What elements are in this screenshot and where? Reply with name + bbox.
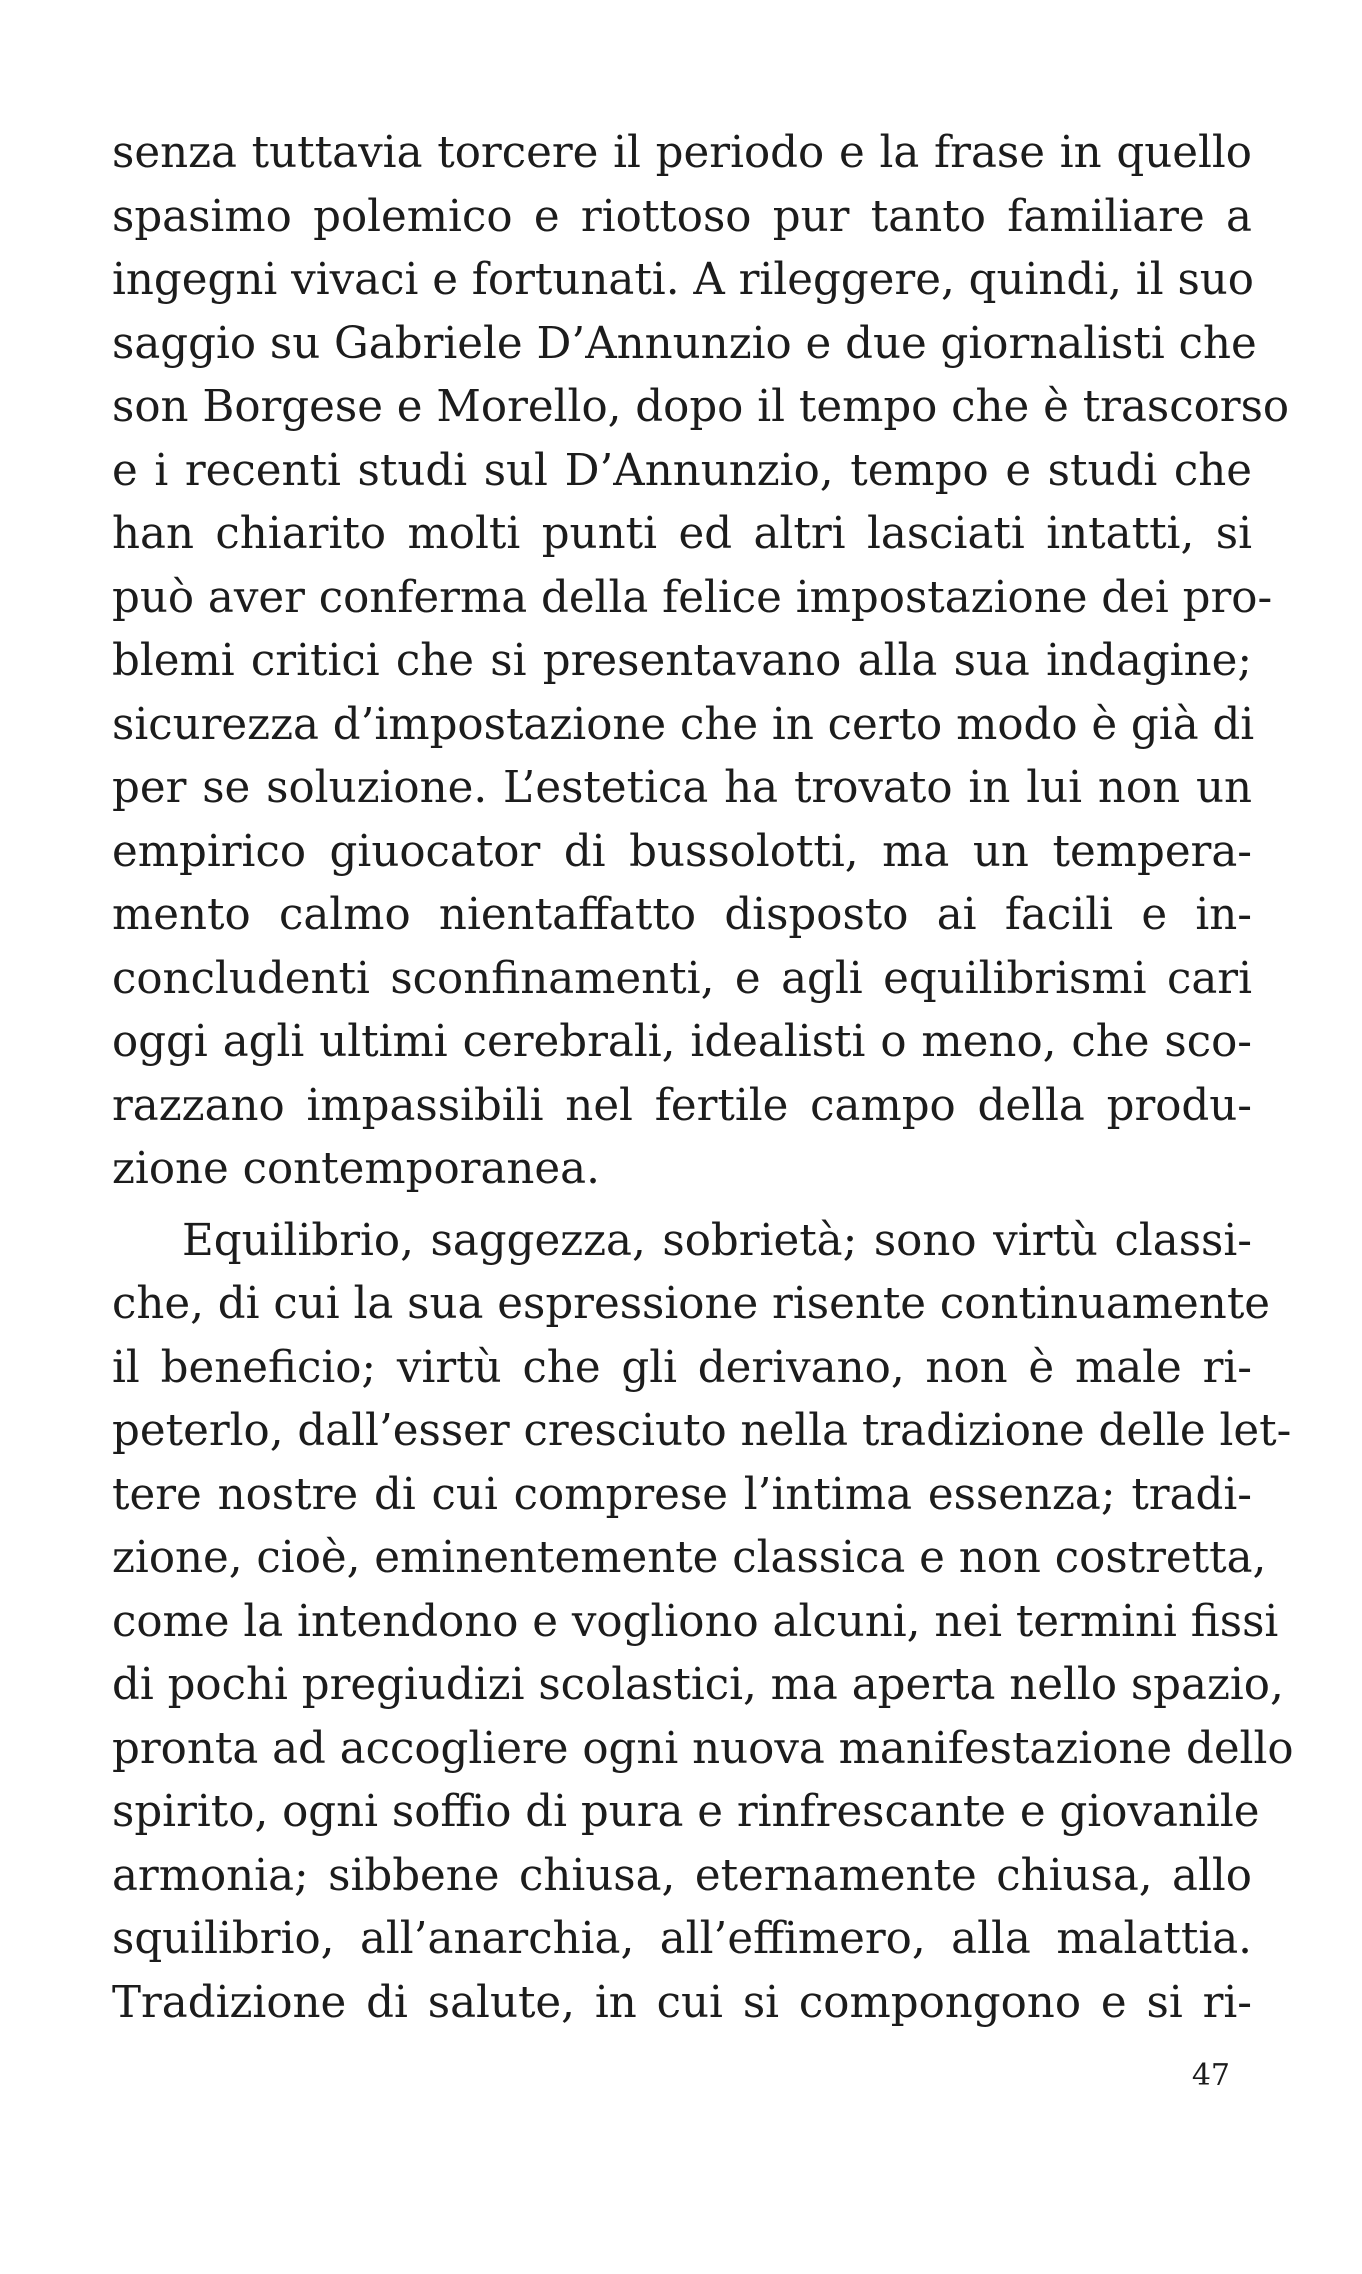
text-line: razzano impassibili nel fertile campo della produ- (112, 1080, 1252, 1131)
text-line: spirito, ogni soffio di pura e rinfrescante e giovanile (112, 1787, 1260, 1837)
text-line: Tradizione di salute, in cui si compongono e si ri- (112, 1977, 1252, 2028)
text-line: armonia; sibbene chiusa, eternamente chiusa, allo (112, 1850, 1252, 1901)
text-line: spasimo polemico e riottoso pur tanto familiare a (112, 191, 1252, 242)
text-line: saggio su Gabriele D’Annunzio e due giornalisti che (112, 318, 1257, 369)
text-line: senza tuttavia torcere il periodo e la frase in quello (112, 128, 1252, 178)
text-line: come la intendono e vogliono alcuni, nei termini fissi (112, 1596, 1279, 1647)
text-line: concludenti sconfinamenti, e agli equilibrismi cari (112, 953, 1252, 1004)
text-line: squilibrio, all’anarchia, all’effimero, alla malattia. (112, 1914, 1252, 1964)
text-line: blemi critici che si presentavano alla sua indagine; (112, 636, 1252, 686)
text-line: sicurezza d’impostazione che in certo modo è già di (112, 699, 1255, 750)
text-line: zione contemporanea. (112, 1144, 600, 1194)
paragraph-1 (112, 122, 1290, 1202)
text-line: son Borgese e Morello, dopo il tempo che è trascorso (112, 382, 1290, 432)
text-line: che, di cui la sua espressione risente continuamente (112, 1279, 1271, 1329)
text-line: peterlo, dall’esser cresciuto nella tradizione delle let- (112, 1406, 1292, 1456)
text-line: empirico giuocator di bussolotti, ma un tempera- (112, 826, 1252, 877)
text-line: oggi agli ultimi cerebrali, idealisti o meno, che sco- (112, 1017, 1252, 1067)
text-line: zione, cioè, eminentemente classica e non costretta, (112, 1533, 1267, 1583)
text-line: tere nostre di cui comprese l’intima essenza; tradi- (112, 1469, 1252, 1520)
text-line: pronta ad accogliere ogni nuova manifestazione dello (112, 1723, 1294, 1774)
text-line: Equilibrio, saggezza, sobrietà; sono virtù classi- (182, 1215, 1252, 1266)
text-line: di pochi pregiudizi scolastici, ma aperta nello spazio, (112, 1660, 1284, 1710)
page-number: 47 (1191, 2058, 1230, 2093)
paragraph-spacer (112, 1202, 1252, 1210)
paragraph-2 (112, 1210, 1294, 2036)
text-line: e i recenti studi sul D’Annunzio, tempo e studi che (112, 445, 1252, 496)
text-line: per se soluzione. L’estetica ha trovato in lui non un (112, 763, 1252, 813)
text-line: ingegni vivaci e fortunati. A rileggere, quindi, il suo (112, 255, 1254, 305)
text-line: mento calmo nientaffatto disposto ai facili e in- (112, 890, 1252, 940)
body-text (112, 122, 1294, 2035)
text-line: può aver conferma della felice impostazione dei pro- (112, 572, 1273, 623)
text-line: han chiarito molti punti ed altri lasciati intatti, si (112, 509, 1252, 559)
text-line: il beneficio; virtù che gli derivano, non è male ri- (112, 1342, 1252, 1393)
